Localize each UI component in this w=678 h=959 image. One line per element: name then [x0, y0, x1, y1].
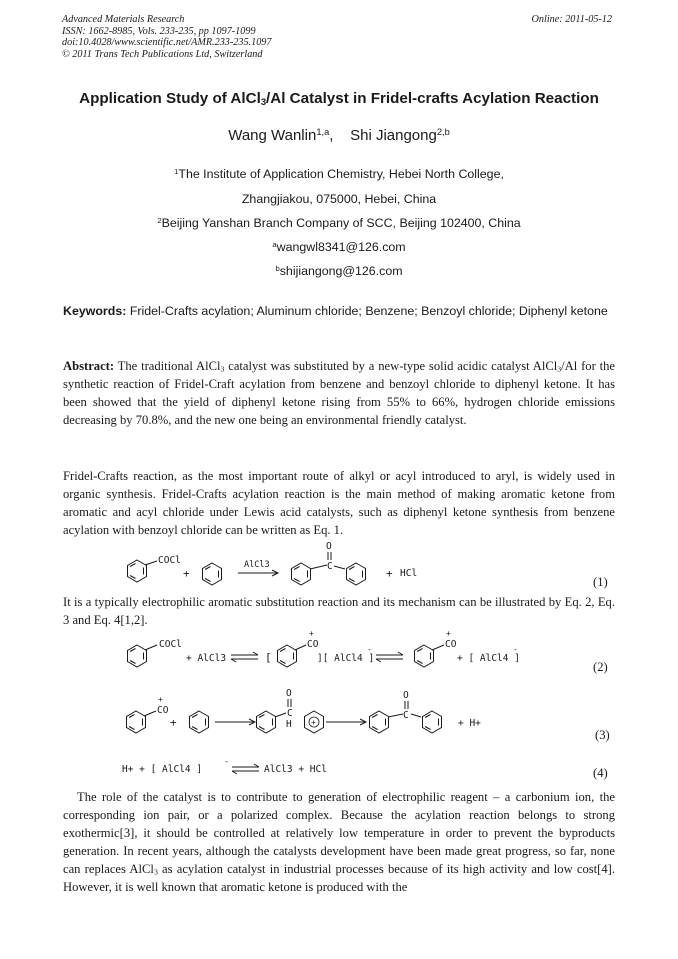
- eq1-plus-2: +: [386, 567, 393, 580]
- eq2-cocl: COCl: [159, 639, 182, 650]
- email-a: $^a$wangwl8341@126.com: [272, 239, 406, 254]
- doi-line: doi:10.4028/www.scientific.net/AMR.233-235.1097: [62, 37, 272, 49]
- eq4-equilibrium: [232, 764, 259, 774]
- journal-name: Advanced Materials Research: [62, 14, 185, 25]
- equation-3-number: (3): [595, 728, 610, 742]
- paper-title: Application Study of AlCl$_3$/Al Catalyst in Fridel-crafts Acylation Reaction: [79, 90, 599, 107]
- eq2-anion-charge: -: [367, 645, 372, 654]
- equation-2-number: (2): [593, 660, 608, 674]
- eq3-intermediate-o: O: [286, 688, 292, 699]
- eq1-hcl: HCl: [400, 568, 418, 579]
- eq3-intermediate-c: C: [287, 708, 293, 719]
- eq2-reagent: + AlCl3: [186, 653, 227, 664]
- eq1-carbonyl-c: C: [327, 561, 333, 572]
- eq3-benzene-ring: [190, 711, 209, 733]
- eq2-product-anion: + [ AlCl4 ]: [457, 653, 520, 664]
- eq2-acylium-co: CO: [445, 639, 457, 650]
- eq3-intermediate-h: H: [286, 719, 292, 730]
- eq1-benzoyl-ring: [128, 560, 147, 582]
- eq2-bracket-open: [: [265, 651, 272, 664]
- equation-4-number: (4): [593, 766, 608, 780]
- author-1: Wang Wanlin$^{1,a}$: [228, 126, 330, 144]
- intro-paragraph: Fridel-Crafts reaction, as the most important route of alkyl or acyl introduced to aryl, is widely used in organic synthesis. Fridel-Crafts acylation reaction is the main method of making aromatic ketone from aromatic and acyl chloride under Lewis acid catalysts, such as diphenyl ketone synthesis from benzene acylation with benzoyl chloride can be written as Eq. 1.: [63, 469, 615, 537]
- affiliation-2: $^2$Beijing Yanshan Branch Company of SCC, Beijing 102400, China: [157, 215, 521, 230]
- author-list: Wang Wanlin$^{1,a}$, Shi Jiangong$^{2,b}$: [228, 126, 450, 144]
- keywords-label: Keywords:: [63, 304, 127, 318]
- eq3-arrow-1: [215, 719, 255, 725]
- eq2-benzoyl-ring: [128, 645, 147, 667]
- abstract-label: Abstract:: [63, 359, 115, 373]
- eq4-right: AlCl3 + HCl: [264, 764, 327, 775]
- equation-4: [122, 757, 327, 775]
- email-b: $^b$shijiangong@126.com: [275, 263, 403, 278]
- issn-line: ISSN: 1662-8985, Vols. 233-235, pp 1097-1099: [62, 25, 256, 37]
- eq4-charge: -: [224, 757, 229, 766]
- eq1-product-ring-right: [347, 563, 366, 585]
- eq1-product-ring-left: [292, 563, 311, 585]
- eq3-acylium-co: CO: [157, 705, 169, 716]
- equation-1: [128, 541, 418, 585]
- eq3-product-c: C: [403, 710, 409, 721]
- eq3-plus: +: [170, 716, 177, 729]
- keywords-text: Fridel-Crafts acylation; Aluminum chloride; Benzene; Benzoyl chloride; Diphenyl ketone: [129, 304, 608, 318]
- eq3-product-o: O: [403, 690, 409, 701]
- eq2-acylium-ring: [415, 645, 434, 667]
- eq2-complex-anion: ][ AlCl4 ]: [317, 653, 375, 664]
- eq2-acylium-charge: +: [446, 629, 451, 638]
- eq3-acylium-charge: +: [158, 695, 163, 704]
- catalyst-role-paragraph: The role of the catalyst is to contribute to generation of electrophilic reagent – a carbonium ion, the corresponding ion pair, or a polarized complex. Because the acylation reaction belongs to strong exothermic[3], it should be controlled at relatively low temperature in order to prevent the byproducts generation. In recent years, although the catalysts development have been made great progress, so far, none can replaces AlCl$_3$ as acylation catalyst in industrial processes because of its high activity and low cost[4]. However, it is well known that aromatic ketone is produced with the: [63, 790, 615, 894]
- abstract: Abstract: The traditional AlCl$_3$ catalyst was substituted by a new-type solid acidic catalyst AlCl$_3$/Al for the synthetic reaction of Fridel-Craft acylation from benzene and benzoyl chloride to diphenyl ketone. It has been showed that the yield of diphenyl ketone rising from 55% to 66%, hydrogen chloride emissions decreasing by 70.8%, and the new one being an environmental friendly catalyst.: [63, 359, 615, 427]
- eq1-cocl: COCl: [158, 555, 181, 566]
- author-2: Shi Jiangong$^{2,b}$: [350, 126, 450, 144]
- equation-1-number: (1): [593, 575, 608, 589]
- copyright-line: © 2011 Trans Tech Publications Ltd, Switzerland: [62, 48, 263, 60]
- eq2-complex-charge: +: [309, 629, 314, 638]
- equation-2: [128, 629, 520, 667]
- online-date: Online: 2011-05-12: [531, 14, 612, 25]
- eq1-plus: +: [183, 567, 190, 580]
- eq3-arrow-2: [326, 719, 366, 725]
- mechanism-paragraph: It is a typically electrophilic aromatic substitution reaction and its mechanism can be illustrated by Eq. 2, Eq. 3 and Eq. 4[1,2].: [63, 595, 615, 627]
- eq2-complex-ring: [278, 645, 297, 667]
- eq1-benzene-ring: [203, 563, 222, 585]
- equation-3: [127, 688, 482, 733]
- eq3-acylium-ring: [127, 711, 146, 733]
- eq3-product-ring-right: [423, 711, 442, 733]
- eq1-arrow: [238, 570, 278, 576]
- affiliation-1-address: Zhangjiakou, 075000, Hebei, China: [241, 192, 437, 206]
- eq3-tail: + H+: [458, 718, 481, 729]
- eq3-ring-charge: +: [311, 718, 316, 727]
- eq1-carbonyl-o: O: [326, 541, 332, 552]
- eq3-product-ring-left: [370, 711, 389, 733]
- eq2-equilibrium-1: [231, 652, 258, 662]
- eq2-equilibrium-2: [376, 652, 403, 662]
- eq2-product-anion-charge: -: [513, 645, 518, 654]
- eq1-catalyst: AlCl3: [244, 560, 270, 570]
- eq4-left: H+ + [ AlCl4 ]: [122, 764, 203, 775]
- eq2-complex-co: CO: [307, 639, 319, 650]
- eq3-intermediate-ring: [257, 711, 276, 733]
- affiliation-1: $^1$The Institute of Application Chemistry, Hebei North College,: [174, 166, 504, 181]
